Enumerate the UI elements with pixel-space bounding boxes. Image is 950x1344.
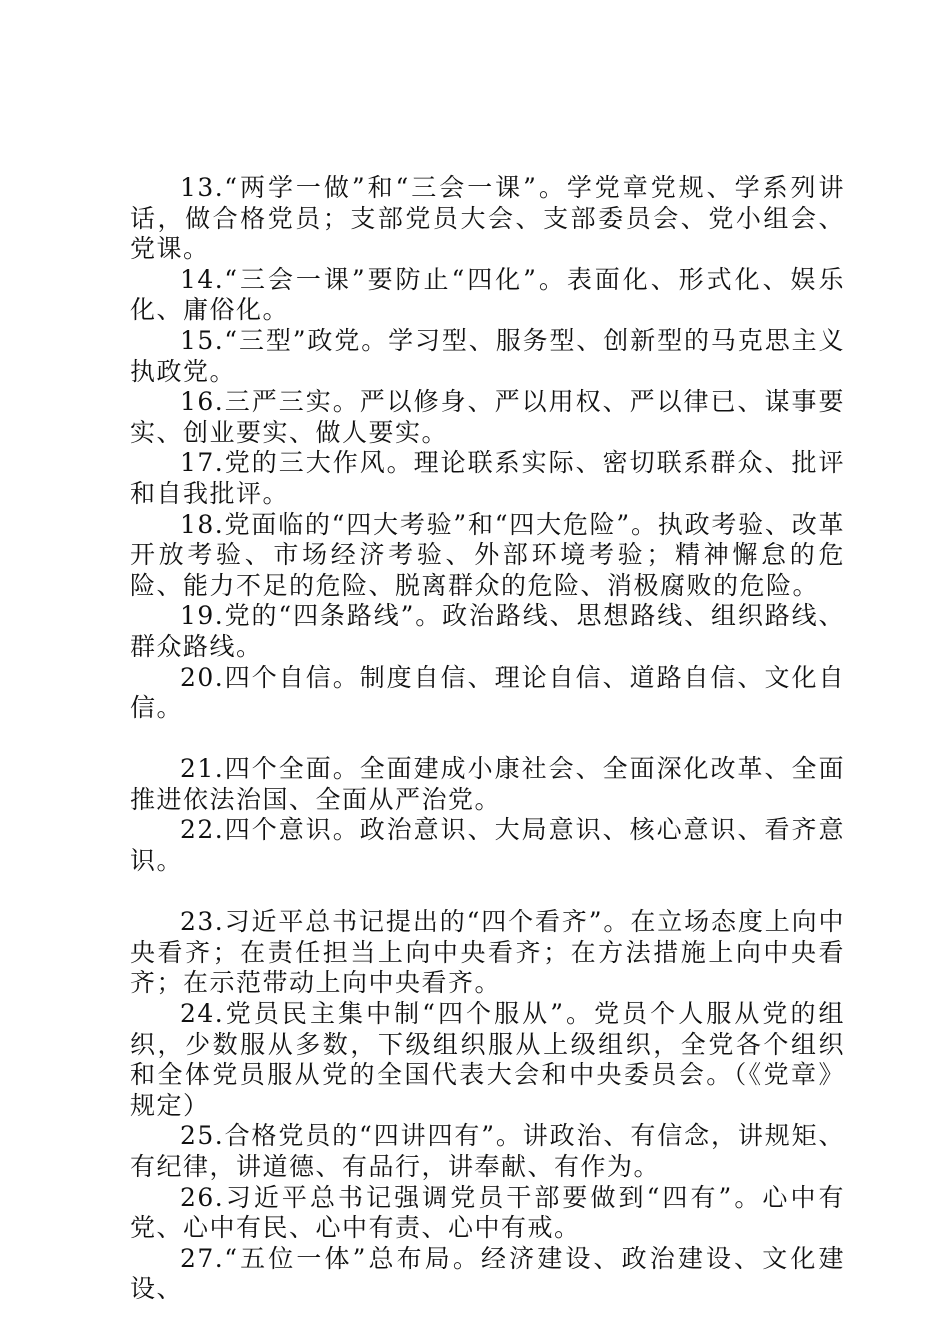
paragraph-19: 19.党的“四条路线”。政治路线、思想路线、组织路线、群众路线。: [130, 601, 845, 661]
paragraph-26: 26.习近平总书记强调党员干部要做到“四有”。心中有党、心中有民、心中有责、心中有戒。: [130, 1182, 845, 1243]
paragraph-27: 27.“五位一体”总布局。经济建设、政治建设、文化建设、: [130, 1243, 845, 1304]
paragraph-20: 20.四个自信。制度自信、理论自信、道路自信、文化自信。: [130, 662, 845, 723]
paragraph-25: 25.合格党员的“四讲四有”。讲政治、有信念，讲规矩、有纪律，讲道德、有品行，讲奉献、有作为。: [130, 1121, 845, 1181]
paragraph-23: 23.习近平总书记提出的“四个看齐”。在立场态度上向中央看齐；在责任担当上向中央看齐；在方法措施上向中央看齐；在示范带动上向中央看齐。: [130, 907, 845, 998]
paragraph-17: 17.党的三大作风。理论联系实际、密切联系群众、批评和自我批评。: [130, 448, 845, 508]
paragraph-18: 18.党面临的“四大考验”和“四大危险”。执政考验、改革开放考验、市场经济考验、外部环境考验；精神懈怠的危险、能力不足的危险、脱离群众的危险、消极腐败的危险。: [130, 509, 845, 600]
paragraph-13: 13.“两学一做”和“三会一课”。学党章党规、学系列讲话，做合格党员；支部党员大会、支部委员会、党小组会、党课。: [130, 173, 845, 264]
paragraph-15: 15.“三型”政党。学习型、服务型、创新型的马克思主义执政党。: [130, 325, 845, 386]
paragraph-16: 16.三严三实。严以修身、严以用权、严以律已、谋事要实、创业要实、做人要实。: [130, 387, 845, 447]
paragraph-14: 14.“三会一课”要防止“四化”。表面化、形式化、娱乐化、庸俗化。: [130, 264, 845, 325]
document-body: [130, 173, 845, 1305]
paragraph-21: 21.四个全面。全面建成小康社会、全面深化改革、全面推进依法治国、全面从严治党。: [130, 754, 845, 814]
paragraph-24: 24.党员民主集中制“四个服从”。党员个人服从党的组织，少数服从多数，下级组织服从上级组织，全党各个组织和全体党员服从党的全国代表大会和中央委员会。（《党章》规定）: [130, 999, 845, 1120]
paragraph-22: 22.四个意识。政治意识、大局意识、核心意识、看齐意识。: [130, 815, 845, 876]
